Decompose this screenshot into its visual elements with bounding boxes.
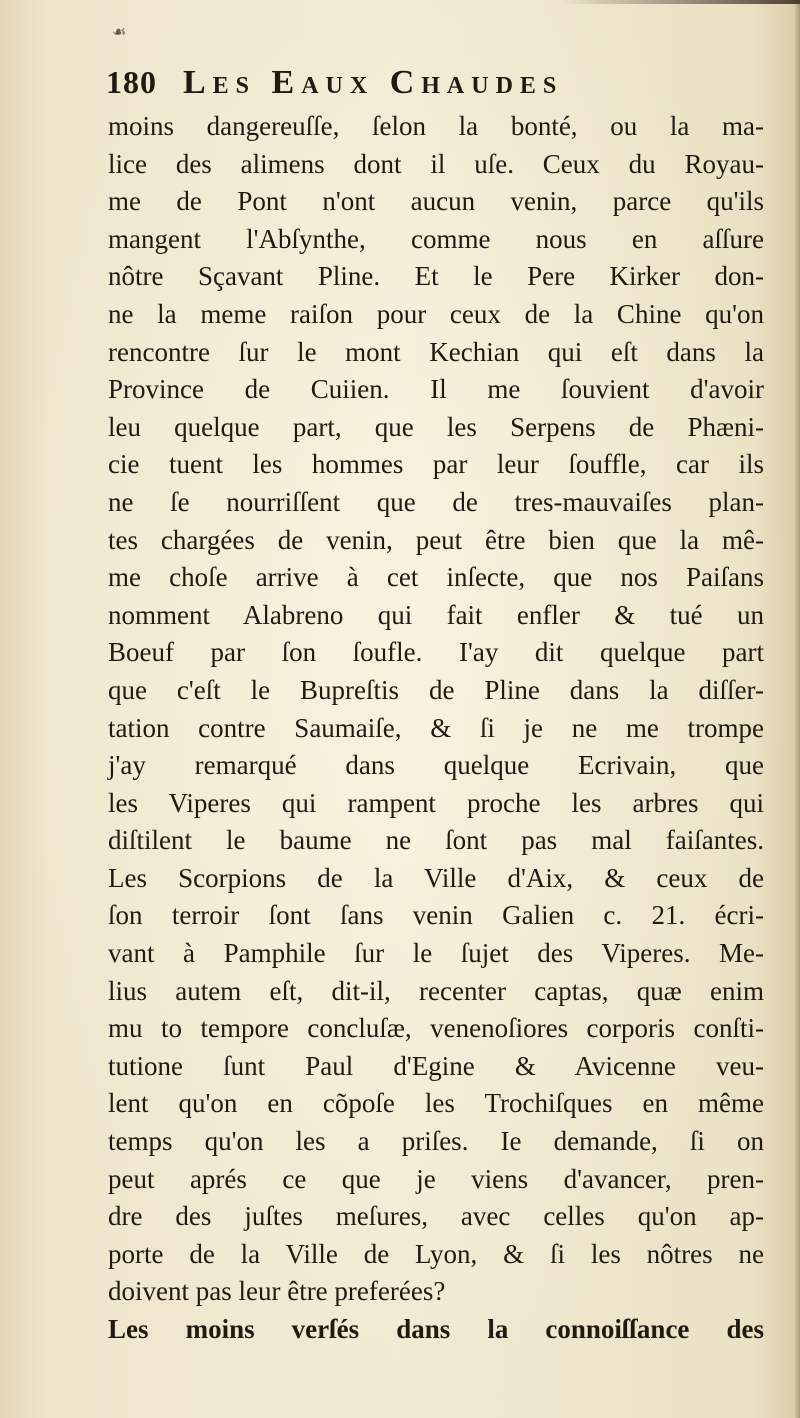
text-line: tation contre Saumaiſe, & ſi je ne me trompe: [108, 712, 764, 743]
text-line: tes chargées de venin, peut être bien que la mê-: [108, 524, 764, 555]
text-line-catchline: Les moins verſés dans la connoiſſance des: [108, 1314, 764, 1344]
text-line: tutione ſunt Paul d'Egine & Avicenne veu-: [108, 1050, 764, 1081]
printer-ornament: ☙: [112, 22, 127, 41]
text-line: me de Pont n'ont aucun venin, parce qu'ils: [108, 186, 764, 217]
text-line: doivent pas leur être preferées?: [108, 1276, 446, 1307]
text-line: lius autem eſt, dit-il, recenter captas, quæ enim: [108, 975, 764, 1006]
text-line: Les Scorpions de la Ville d'Aix, & ceux de: [108, 862, 764, 893]
text-line: vant à Pamphile ſur le ſujet des Viperes. Me-: [108, 938, 764, 969]
text-line: les Viperes qui rampent proche les arbres qui: [108, 787, 764, 818]
text-line: ne ſe nourriſſent que de tres-mauvaiſes plan-: [108, 486, 764, 517]
text-line: leu quelque part, que les Serpens de Phæni-: [108, 411, 764, 442]
page-number: 180: [106, 64, 157, 100]
text-line: ne la meme raiſon pour ceux de la Chine qu'on: [108, 298, 764, 329]
text-line: nomment Alabreno qui fait enfler & tué un: [108, 599, 764, 630]
text-line: que c'eſt le Bupreſtis de Pline dans la diſſer-: [108, 674, 764, 705]
text-line: me choſe arrive à cet inſecte, que nos Paiſans: [108, 562, 764, 593]
text-line: ſon terroir ſont ſans venin Galien c. 21. écri-: [108, 900, 764, 931]
text-line: mangent l'Abſynthe, comme nous en aſſure: [108, 223, 764, 254]
text-line: peut aprés ce que je viens d'avancer, pren-: [108, 1163, 764, 1194]
text-line: porte de la Ville de Lyon, & ſi les nôtres ne: [108, 1238, 764, 1269]
text-line: mu to tempore concluſæ, venenoſiores corporis conſti-: [108, 1013, 764, 1044]
text-line: diſtilent le baume ne ſont pas mal faiſantes.: [108, 825, 764, 856]
text-line: lent qu'on en cõpoſe les Trochiſques en même: [108, 1088, 764, 1119]
body-text: [108, 108, 764, 1349]
text-line: temps qu'on les a priſes. Ie demande, ſi on: [108, 1126, 764, 1157]
text-line: moins dangereuſſe, ſelon la bonté, ou la ma-: [108, 111, 764, 141]
running-head-title: Les Eaux Chaudes: [183, 64, 564, 101]
text-line: Province de Cuiien. Il me ſouvient d'avoir: [108, 374, 764, 405]
text-line: lice des alimens dont il uſe. Ceux du Royau-: [108, 148, 764, 179]
text-line: Boeuf par ſon ſoufle. I'ay dit quelque part: [108, 637, 764, 668]
page-top-shadow: [560, 0, 800, 4]
text-line: j'ay remarqué dans quelque Ecrivain, que: [108, 750, 764, 781]
text-line: cie tuent les hommes par leur ſouffle, car ils: [108, 449, 764, 480]
page-right-edge: [794, 0, 800, 1418]
running-head: [106, 64, 766, 108]
text-line: nôtre Sçavant Pline. Et le Pere Kirker don-: [108, 261, 764, 292]
text-line: dre des juſtes meſures, avec celles qu'on ap-: [108, 1201, 764, 1232]
text-line: rencontre ſur le mont Kechian qui eſt dans la: [108, 336, 764, 367]
